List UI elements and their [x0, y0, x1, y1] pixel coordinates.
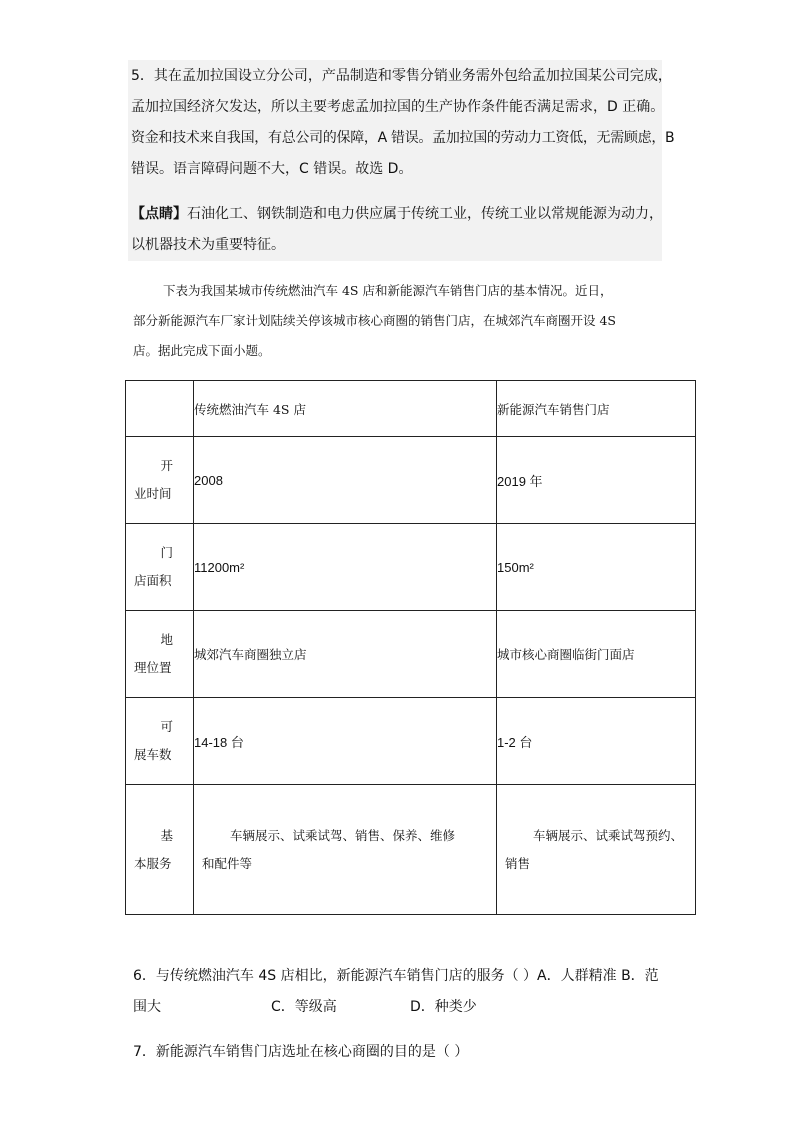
table-row	[126, 437, 696, 524]
intro-line-2: 部分新能源汽车厂家计划陆续关停该城市核心商圈的销售门店，在城郊汽车商圈开设 4S	[133, 313, 616, 328]
intro-line-1: 下表为我国某城市传统燃油汽车 4S 店和新能源汽车销售门店的基本情况。近日，	[163, 283, 613, 298]
question-6-line-1: 6．与传统燃油汽车 4S 店相比，新能源汽车销售门店的服务（ ）A．人群精准 B．范	[133, 968, 659, 984]
cell-traditional-display: 14-18 台	[194, 698, 497, 785]
cell-new-energy-services	[497, 785, 696, 915]
cell-traditional-opening: 2008	[194, 437, 497, 524]
table-row	[126, 785, 696, 915]
row-label-opening-time: 开 业时间	[126, 437, 194, 524]
header-new-energy-store: 新能源汽车销售门店	[497, 381, 696, 437]
cell-new-energy-display: 1-2 台	[497, 698, 696, 785]
dianjing-text: 石油化工、钢铁制造和电力供应属于传统工业，传统工业以常规能源为动力，	[187, 206, 663, 222]
analysis-line-1: 5．其在孟加拉国设立分公司，产品制造和零售分销业务需外包给孟加拉国某公司完成，	[131, 68, 672, 84]
services-line-2: 销售	[505, 855, 531, 871]
q6-option-c: C．等级高	[271, 999, 337, 1015]
q6-option-b-cont: 围大	[133, 999, 161, 1015]
analysis-line-2: 孟加拉国经济欠发达，所以主要考虑孟加拉国的生产协作条件能否满足需求，D 正确。	[131, 99, 665, 115]
row-label-display-cars: 可 展车数	[126, 698, 194, 785]
store-comparison-table	[125, 380, 696, 915]
dianjing-line-1	[131, 199, 663, 230]
cell-new-energy-opening: 2019 年	[497, 437, 696, 524]
row-label-location: 地 理位置	[126, 611, 194, 698]
analysis-line-4: 错误。语言障碍问题不大，C 错误。故选 D。	[131, 161, 413, 177]
row-label-services: 基 本服务	[126, 785, 194, 915]
q6-option-d: D．种类少	[410, 999, 477, 1015]
table-corner-cell	[126, 381, 194, 437]
analysis-line-3: 资金和技术来自我国，有总公司的保障，A 错误。孟加拉国的劳动力工资低，无需顾虑，B	[131, 130, 675, 146]
cell-traditional-services	[194, 785, 497, 915]
dianjing-line-2: 以机器技术为重要特征。	[131, 237, 285, 253]
table-row	[126, 611, 696, 698]
services-line-1: 车辆展示、试乘试驾、销售、保养、维修	[230, 827, 456, 843]
cell-traditional-area: 11200m²	[194, 524, 497, 611]
services-line-2: 和配件等	[202, 855, 253, 871]
intro-line-3: 店。据此完成下面小题。	[133, 343, 271, 358]
services-line-1: 车辆展示、试乘试驾预约、	[533, 827, 684, 843]
cell-new-energy-location: 城市核心商圈临街门面店	[497, 611, 696, 698]
table-header-row	[126, 381, 696, 437]
table-row	[126, 524, 696, 611]
cell-new-energy-area: 150m²	[497, 524, 696, 611]
question-7: 7．新能源汽车销售门店选址在核心商圈的目的是（ ）	[133, 1044, 469, 1060]
question-6-line-2	[133, 992, 477, 1023]
table-row	[126, 698, 696, 785]
dianjing-tag: 【点睛】	[131, 206, 187, 222]
header-traditional-4s: 传统燃油汽车 4S 店	[194, 381, 497, 437]
cell-traditional-location: 城郊汽车商圈独立店	[194, 611, 497, 698]
row-label-store-area: 门 店面积	[126, 524, 194, 611]
